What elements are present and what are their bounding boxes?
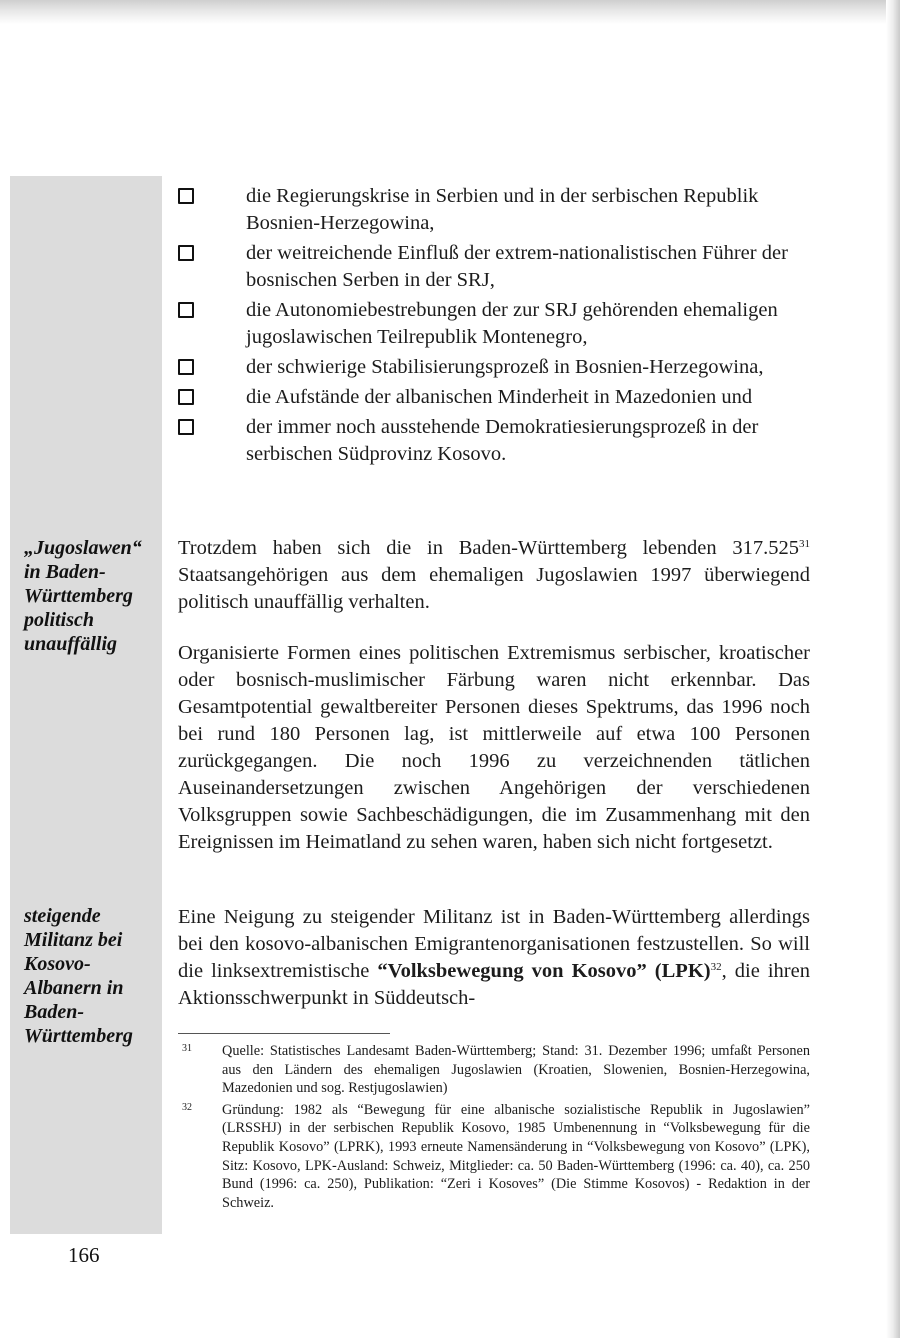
scan-top-edge xyxy=(0,0,900,24)
margin-note-line: Kosovo- xyxy=(24,953,91,975)
footnote-number: 32 xyxy=(182,1101,192,1113)
organization-name: “Volksbewegung von Kosovo” (LPK) xyxy=(377,960,711,982)
checkbox-square-icon xyxy=(178,302,194,318)
margin-note-jugoslawen xyxy=(24,536,166,656)
margin-note-line: in Baden- xyxy=(24,561,106,583)
paragraph-text: Trotzdem haben sich die in Baden-Württemberg lebenden 317.525 xyxy=(178,537,799,559)
checkbox-square-icon xyxy=(178,245,194,261)
checkbox-square-icon xyxy=(178,389,194,405)
paragraph-extremismus: Organisierte Formen eines politischen Extremismus serbischer, kroatischer oder bosnisch-muslimischer Färbung waren nicht erkennbar. Das Gesamtpotential gewaltbereiter Personen dieses Spektrums, das 1996 noch bei rund 180 Personen lag, ist mittlerweile auf etwa 100 Personen zurückgegangen. Die noch 1996 zu verzeichnenden tätlichen Auseinandersetzungen zwischen Angehörigen der verschiedenen Volksgruppen sowie Sachbeschädigungen, die im Zusammenhang mit den Ereignissen im Heimatland zu sehen waren, haben sich nicht fortgesetzt. xyxy=(178,642,810,853)
checkbox-square-icon xyxy=(178,359,194,375)
list-item xyxy=(178,384,810,411)
list-item-text: der weitreichende Einfluß der extrem-nationalistischen Führer der bosnischen Serben in der SRJ, xyxy=(246,242,788,291)
bullet-list xyxy=(178,183,810,471)
paragraph-text: Eine Neigung zu steigender Militanz ist in Baden-Württemberg allerdings bei den kosovo-albanischen Emigrantenorganisationen festzustellen. So will die linksextremistische xyxy=(178,906,810,982)
margin-note-line: „Jugoslawen“ xyxy=(24,537,142,559)
footnote xyxy=(178,1101,810,1213)
list-item xyxy=(178,183,810,237)
margin-note-line: steigende xyxy=(24,905,101,927)
margin-note-line: Württemberg xyxy=(24,1025,133,1047)
page-number: 166 xyxy=(68,1243,100,1267)
checkbox-square-icon xyxy=(178,419,194,435)
scan-right-edge xyxy=(886,0,900,1338)
list-item xyxy=(178,414,810,468)
paragraph-militanz xyxy=(178,904,810,1012)
margin-note-line: unauffällig xyxy=(24,633,117,655)
margin-note-line: politisch xyxy=(24,609,95,631)
margin-note-line: Baden- xyxy=(24,1001,84,1023)
checkbox-square-icon xyxy=(178,188,194,204)
list-item-text: die Aufstände der albanischen Minderheit in Mazedonien und xyxy=(246,386,753,408)
list-item xyxy=(178,297,810,351)
footnote-number: 31 xyxy=(182,1043,192,1054)
margin-note-line: Württemberg xyxy=(24,585,133,607)
footnote-text: Quelle: Statistisches Landesamt Baden-Württemberg; Stand: 31. Dezember 1996; umfaßt Personen aus den Ländern des ehemaligen Jugoslawien (Kroatien, Slowenien, Bosnien-Herzegowina, Mazedonien und sog. Restjugoslawien) xyxy=(222,1043,810,1097)
footnote-ref: 32 xyxy=(710,961,722,973)
footnote-ref: 31 xyxy=(799,538,810,550)
footnote-divider xyxy=(178,1033,390,1034)
list-item xyxy=(178,354,810,381)
paragraph-text: Staatsangehörigen aus dem ehemaligen Jugoslawien 1997 überwiegend politisch unauffällig verhalten. xyxy=(178,564,810,613)
margin-note-line: Albanern in xyxy=(24,977,124,999)
list-item-text: der immer noch ausstehende Demokratiesierungsprozeß in der serbischen Südprovinz Kosovo. xyxy=(246,416,759,465)
list-item-text: die Autonomiebestrebungen der zur SRJ gehörenden ehemaligen jugoslawischen Teilrepublik Montenegro, xyxy=(246,299,778,348)
footnote-text: Gründung: 1982 als “Bewegung für eine albanische sozialistische Republik in Jugoslawien” (LRSSHJ) in der serbischen Republik Kosovo, 1985 Umbenennung in “Volksbewegung für die Republik Kosovo” (LPRK), 1993 erneute Namensänderung in “Volksbewegung von Kosovo” (LPK), Sitz: Kosovo, LPK-Ausland: Schweiz, Mitglieder: ca. 50 Baden-Württemberg (1996: ca. 40), ca. 250 Bund (1996: ca. 250), Publikation: “Zeri i Kosoves” (Die Stimme Kosovos) - Redaktion in der Schweiz. xyxy=(222,1101,810,1211)
paragraph-text: , die ihren Aktionsschwerpunkt in Süddeutsch- xyxy=(178,960,810,1009)
margin-note-militanz xyxy=(24,904,166,1048)
paragraph-jugoslawen xyxy=(178,535,810,616)
footnotes xyxy=(178,1042,810,1215)
list-item-text: der schwierige Stabilisierungsprozeß in Bosnien-Herzegowina, xyxy=(246,356,764,378)
footnote xyxy=(178,1042,810,1098)
margin-band xyxy=(10,176,162,1234)
margin-note-line: Militanz bei xyxy=(24,929,123,951)
list-item xyxy=(178,240,810,294)
list-item-text: die Regierungskrise in Serbien und in der serbischen Republik Bosnien-Herzegowina, xyxy=(246,185,759,234)
